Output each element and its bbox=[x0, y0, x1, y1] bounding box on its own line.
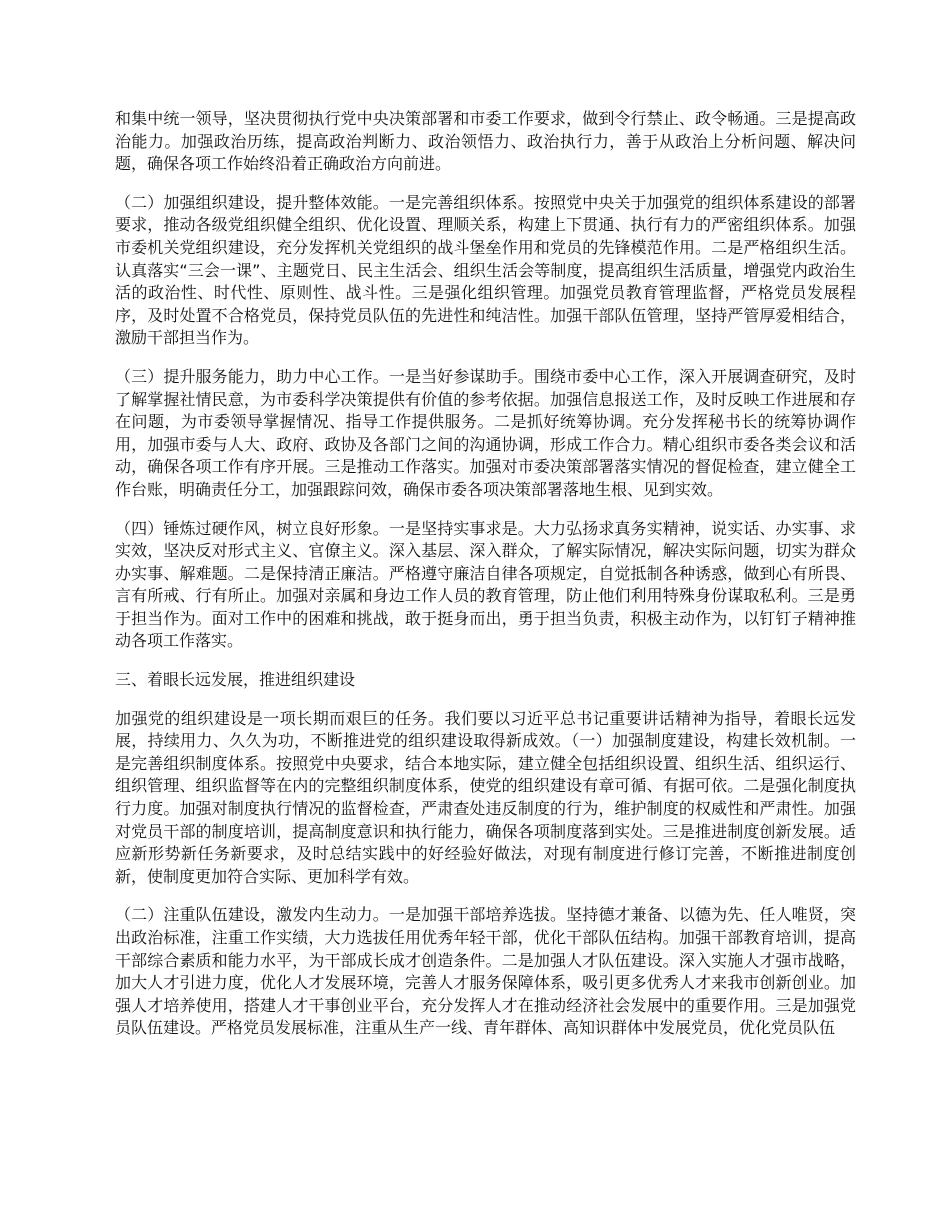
paragraph-organization-building: （二）加强组织建设，提升整体效能。一是完善组织体系。按照党中央关于加强党的组织体系建设的部署要求，推动各级党组织健全组织、优化设置、理顺关系，构建上下贯通、执行有力的严密组织体系。加强市委机关党组织建设，充分发挥机关党组织的战斗堡垒作用和党员的先锋模范作用。二是严格组织生活。认真落实“三会一课”、主题党日、民主生活会、组织生活会等制度，提高组织生活质量，增强党内政治生活的政治性、时代性、原则性、战斗性。三是强化组织管理。加强党员教育管理监督，严格党员发展程序，及时处置不合格党员，保持党员队伍的先进性和纯洁性。加强干部队伍管理，坚持严管厚爱相结合，激励干部担当作为。 bbox=[115, 192, 856, 348]
section-heading-long-term-development: 三、着眼长远发展，推进组织建设 bbox=[115, 670, 356, 690]
paragraph-system-building: 加强党的组织建设是一项长期而艰巨的任务。我们要以习近平总书记重要讲话精神为指导，着眼长远发展，持续用力、久久为功，不断推进党的组织建设取得新成效。（一）加强制度建设，构建长效机制。一是完善组织制度体系。按照党中央要求，结合本地实际，建立健全包括组织设置、组织生活、组织运行、组织管理、组织监督等在内的完整组织制度体系，使党的组织建设有章可循、有据可依。二是强化制度执行力度。加强对制度执行情况的监督检查，严肃查处违反制度的行为，维护制度的权威性和严肃性。加强对党员干部的制度培训，提高制度意识和执行能力，确保各项制度落到实处。三是推进制度创新发展。适应新形势新任务新要求，及时总结实践中的好经验好做法，对现有制度进行修订完善，不断推进制度创新，使制度更加符合实际、更加科学有效。 bbox=[115, 708, 856, 886]
paragraph-political-leadership: 和集中统一领导，坚决贯彻执行党中央决策部署和市委工作要求，做到令行禁止、政令畅通。三是提高政治能力。加强政治历练，提高政治判断力、政治领悟力、政治执行力，善于从政治上分析问题、解决问题，确保各项工作始终沿着正确政治方向前进。 bbox=[115, 109, 856, 174]
paragraph-service-capacity: （三）提升服务能力，助力中心工作。一是当好参谋助手。围绕市委中心工作，深入开展调查研究，及时了解掌握社情民意，为市委科学决策提供有价值的参考依据。加强信息报送工作，及时反映工作进展和存在问题，为市委领导掌握情况、指导工作提供服务。二是抓好统筹协调。充分发挥秘书长的统筹协调作用，加强市委与人大、政府、政协及各部门之间的沟通协调，形成工作合力。精心组织市委各类会议和活动，确保各项工作有序开展。三是推动工作落实。加强对市委决策部署落实情况的督促检查，建立健全工作台账，明确责任分工，加强跟踪问效，确保市委各项决策部署落地生根、见到实效。 bbox=[115, 366, 856, 499]
paragraph-team-building: （二）注重队伍建设，激发内生动力。一是加强干部培养选拔。坚持德才兼备、以德为先、任人唯贤，突出政治标准，注重工作实绩，大力选拔任用优秀年轻干部，优化干部队伍结构。加强干部教育培训，提高干部综合素质和能力水平，为干部成长成才创造条件。二是加强人才队伍建设。深入实施人才强市战略，加大人才引进力度，优化人才发展环境，完善人才服务保障体系，吸引更多优秀人才来我市创新创业。加强人才培养使用，搭建人才干事创业平台，充分发挥人才在推动经济社会发展中的重要作用。三是加强党员队伍建设。严格党员发展标准，注重从生产一线、青年群体、高知识群体中发展党员，优化党员队伍 bbox=[115, 905, 856, 1038]
paragraph-work-style: （四）锤炼过硬作风，树立良好形象。一是坚持实事求是。大力弘扬求真务实精神，说实话、办实事、求实效，坚决反对形式主义、官僚主义。深入基层、深入群众，了解实际情况，解决实际问题，切实为群众办实事、解难题。二是保持清正廉洁。严格遵守廉洁自律各项规定，自觉抵制各种诱惑，做到心有所畏、言有所戒、行有所止。加强对亲属和身边工作人员的教育管理，防止他们利用特殊身份谋取私利。三是勇于担当作为。面对工作中的困难和挑战，敢于挺身而出，勇于担当负责，积极主动作为，以钉钉子精神推动各项工作落实。 bbox=[115, 518, 856, 651]
